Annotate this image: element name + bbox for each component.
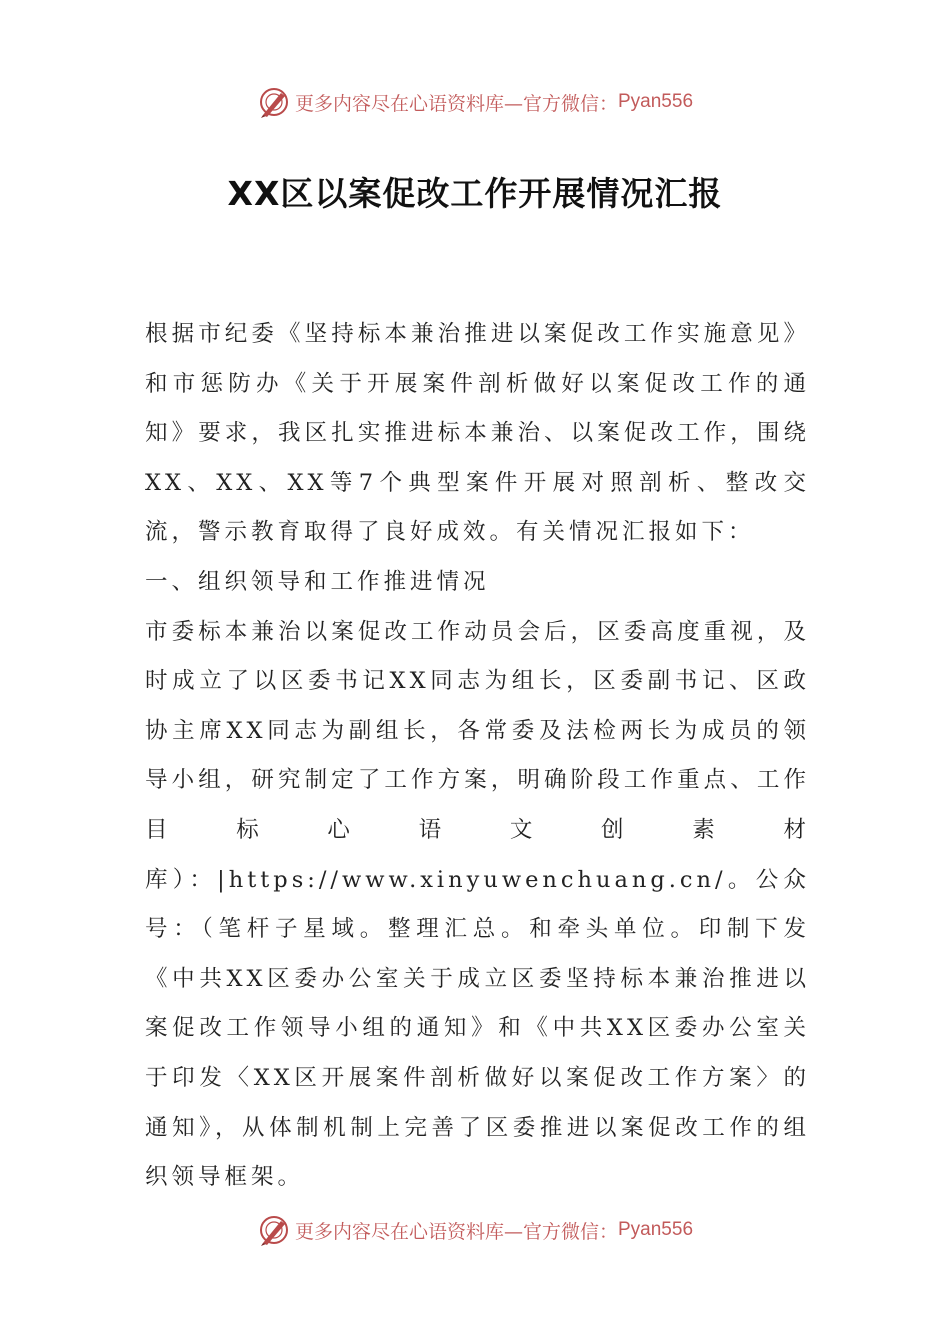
watermark-text: 更多内容尽在心语资料库—官方微信： (294, 92, 618, 115)
section-heading: 一、组织领导和工作推进情况 (145, 568, 490, 595)
watermark-banner-top (0, 82, 950, 122)
section-paragraph: 市委标本兼治以案促改工作动员会后，区委高度重视，及时成立了以区委书记XX同志为组长，区委副书记、区政协主席XX同志为副组长，各常委及法检两长为成员的领导小组，研究制定了工作方案，明确阶段工作重点、工作目标心语文创素材库）：|https://www.xinyuwenchuang.cn/。公众号：（笔杆子星域。整理汇总。和牵头单位。印制下发《中共XX区委办公室关于成立区委坚持标本兼治推进以案促改工作领导小组的通知》和《中共XX区委办公室关于印发〈XX区开展案件剖析做好以案促改工作方案〉的通知》，从体制机制上完善了区委推进以案促改工作的组织领导框架。 (145, 618, 810, 1191)
watermark-wechat-id: Pyan556 (618, 1219, 694, 1240)
watermark-text: 更多内容尽在心语资料库—官方微信： (294, 1220, 618, 1243)
document-body (145, 310, 810, 1203)
document-title: XX区以案促改工作开展情况汇报 (227, 174, 723, 213)
pen-circle-logo-icon (257, 85, 291, 119)
watermark-wechat-id: Pyan556 (618, 91, 694, 112)
intro-paragraph: 根据市纪委《坚持标本兼治推进以案促改工作实施意见》和市惩防办《关于开展案件剖析做好以案促改工作的通知》要求，我区扎实推进标本兼治、以案促改工作，围绕XX、XX、XX等7个典型案件开展对照剖析、整改交流，警示教育取得了良好成效。有关情况汇报如下： (145, 321, 810, 546)
watermark-banner-bottom (0, 1210, 950, 1250)
pen-circle-logo-icon (257, 1213, 291, 1247)
